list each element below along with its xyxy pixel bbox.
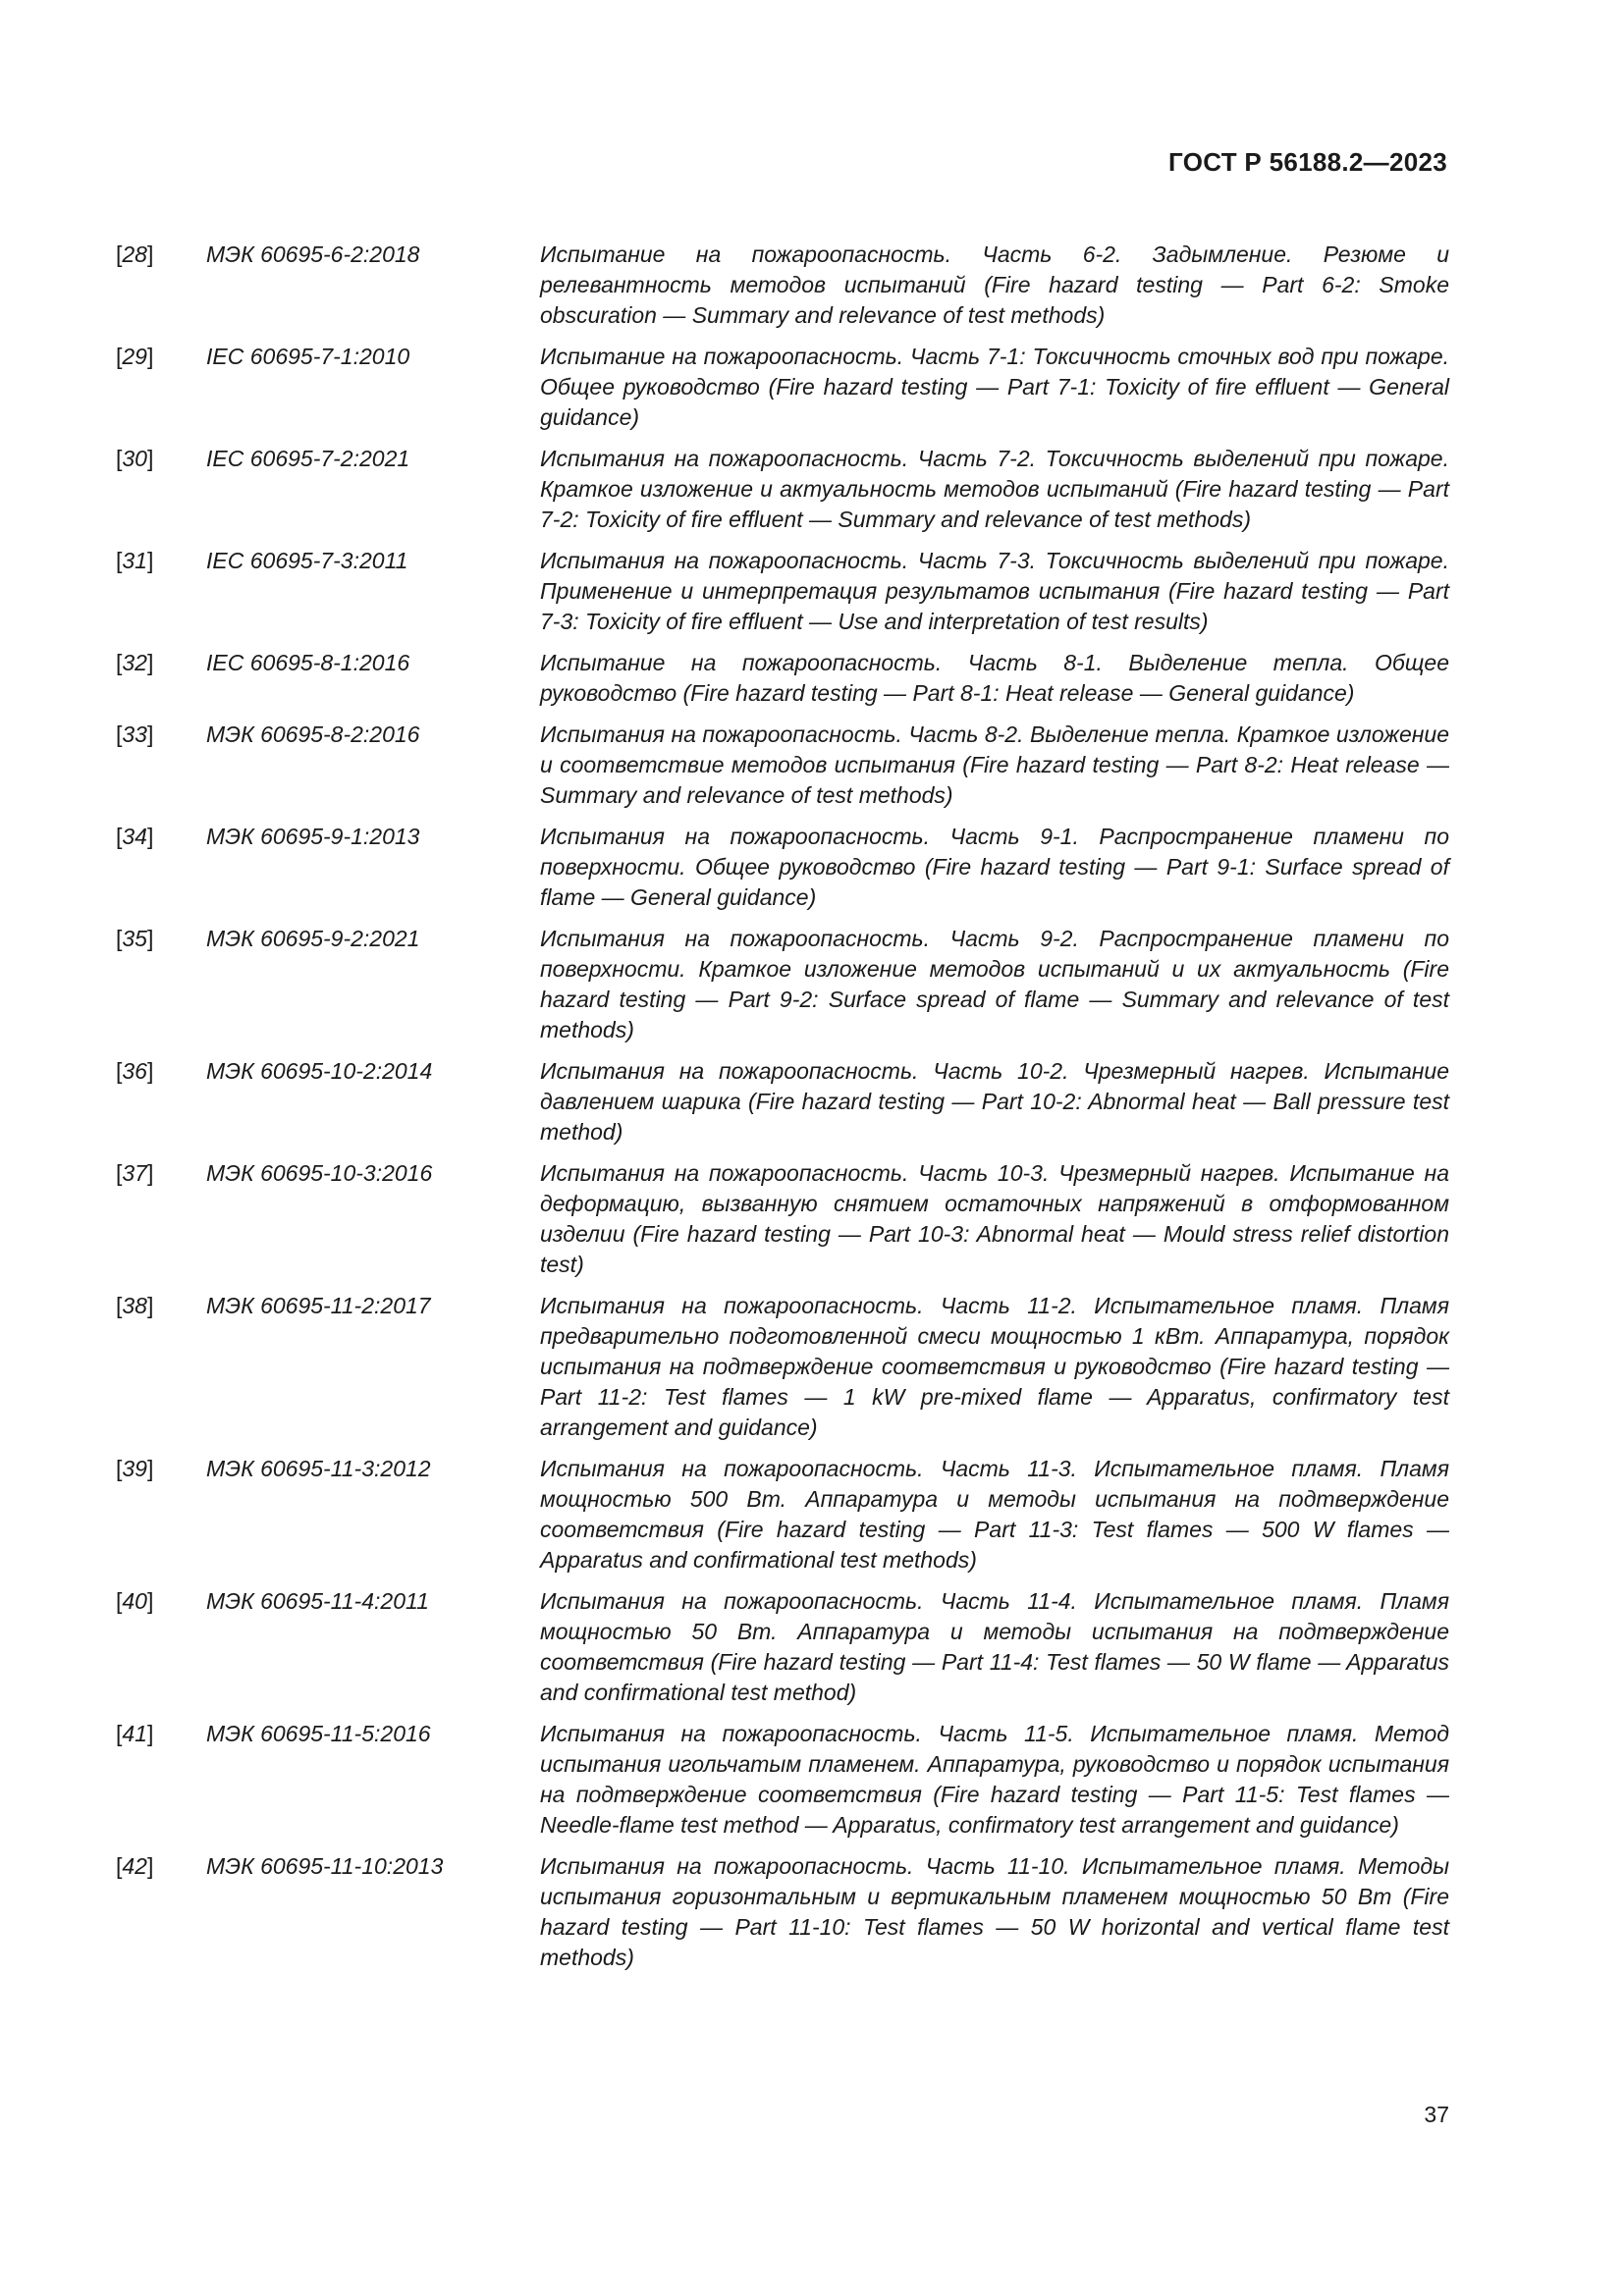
bibliography-entry: [116, 1291, 1449, 1443]
entry-standard-code: МЭК 60695-11-4:2011: [206, 1588, 429, 1614]
entry-number-value: 32: [122, 650, 147, 675]
entry-number-value: 31: [122, 548, 147, 573]
entry-number-value: 29: [122, 344, 147, 369]
entry-title: Испытания на пожароопасность. Часть 7-2. Токсичность выделений при пожаре. Краткое изложение и актуальность методов испытаний (Fire hazard testing — Part 7-2: Toxicity of fire effluent — Summary and relevance of test methods): [540, 446, 1449, 532]
entry-number: [41]: [116, 1721, 154, 1746]
entry-standard-code: IEC 60695-7-2:2021: [206, 446, 410, 471]
entry-number: [32]: [116, 650, 154, 675]
entry-number-value: 33: [122, 721, 147, 747]
entry-number-value: 39: [122, 1456, 147, 1481]
bibliography-entry: [116, 648, 1449, 709]
entry-number: [33]: [116, 721, 154, 747]
bibliography-entry: [116, 342, 1449, 433]
bibliography-entry: [116, 822, 1449, 913]
entry-title: Испытания на пожароопасность. Часть 11-2. Испытательное пламя. Пламя предварительно подготовленной смеси мощностью 1 кВт. Аппаратура, порядок испытания на подтверждение соответствия и руководство (Fire hazard testing — Part 11-2: Test flames — 1 kW pre-mixed flame — Apparatus, confirmatory test arrangement and guidance): [540, 1293, 1449, 1440]
entry-number-value: 28: [122, 241, 147, 267]
bibliography-entry: [116, 240, 1449, 331]
entry-title: Испытания на пожароопасность. Часть 9-1. Распространение пламени по поверхности. Общее руководство (Fire hazard testing — Part 9-1: Surface spread of flame — General guidance): [540, 824, 1449, 910]
bibliography-entry: [116, 1586, 1449, 1708]
entry-number: [34]: [116, 824, 154, 849]
entry-number: [36]: [116, 1058, 154, 1084]
entry-number: [29]: [116, 344, 154, 369]
entry-number: [35]: [116, 926, 154, 951]
bibliography-entry: [116, 444, 1449, 535]
entry-title: Испытание на пожароопасность. Часть 7-1: Токсичность сточных вод при пожаре. Общее руководство (Fire hazard testing — Part 7-1: Toxicity of fire effluent — General guidance): [540, 344, 1449, 430]
entry-number-value: 41: [122, 1721, 147, 1746]
entry-standard-code: МЭК 60695-10-2:2014: [206, 1058, 433, 1084]
entry-title: Испытания на пожароопасность. Часть 11-5. Испытательное пламя. Метод испытания игольчатым пламенем. Аппаратура, руководство и порядок испытания на подтверждение соответствия (Fire hazard testing — Part 11-5: Test flames — Needle-flame test method — Apparatus, confirmatory test arrangement and guidance): [540, 1721, 1449, 1838]
entry-title: Испытания на пожароопасность. Часть 8-2. Выделение тепла. Краткое изложение и соответствие методов испытания (Fire hazard testing — Part 8-2: Heat release — Summary and relevance of test methods): [540, 721, 1449, 808]
entry-title: Испытания на пожароопасность. Часть 7-3. Токсичность выделений при пожаре. Применение и интерпретация результатов испытания (Fire hazard testing — Part 7-3: Toxicity of fire effluent — Use and interpretation of test results): [540, 548, 1449, 634]
entry-number-value: 34: [122, 824, 147, 849]
entry-standard-code: IEC 60695-7-3:2011: [206, 548, 408, 573]
entry-standard-code: МЭК 60695-11-2:2017: [206, 1293, 431, 1318]
entry-standard-code: МЭК 60695-9-1:2013: [206, 824, 420, 849]
bibliography-entry: [116, 924, 1449, 1045]
entry-standard-code: IEC 60695-7-1:2010: [206, 344, 410, 369]
entry-title: Испытание на пожароопасность. Часть 6-2. Задымление. Резюме и релевантность методов испытаний (Fire hazard testing — Part 6-2: Smoke obscuration — Summary and relevance of test methods): [540, 241, 1449, 328]
entry-number: [42]: [116, 1853, 154, 1879]
entry-number-value: 30: [122, 446, 147, 471]
entry-number-value: 36: [122, 1058, 147, 1084]
bibliography-entry: [116, 720, 1449, 811]
entry-standard-code: МЭК 60695-10-3:2016: [206, 1160, 433, 1186]
entry-standard-code: МЭК 60695-9-2:2021: [206, 926, 420, 951]
entry-title: Испытания на пожароопасность. Часть 9-2. Распространение пламени по поверхности. Краткое изложение методов испытаний и их актуальность (Fire hazard testing — Part 9-2: Surface spread of flame — Summary and relevance of test methods): [540, 926, 1449, 1042]
entry-number: [40]: [116, 1588, 154, 1614]
entry-number: [31]: [116, 548, 154, 573]
entry-number-value: 37: [122, 1160, 147, 1186]
entry-title: Испытания на пожароопасность. Часть 11-3. Испытательное пламя. Пламя мощностью 500 Вт. Аппаратура и методы испытания на подтверждение соответствия (Fire hazard testing — Part 11-3: Test flames — 500 W flames — Apparatus and confirmational test methods): [540, 1456, 1449, 1573]
entry-number: [28]: [116, 241, 154, 267]
entry-number-value: 40: [122, 1588, 147, 1614]
entry-title: Испытания на пожароопасность. Часть 11-10. Испытательное пламя. Методы испытания горизонтальным и вертикальным пламенем мощностью 50 Вт (Fire hazard testing — Part 11-10: Test flames — 50 W horizontal and vertical flame test methods): [540, 1853, 1449, 1970]
entry-number: [39]: [116, 1456, 154, 1481]
entry-standard-code: МЭК 60695-11-10:2013: [206, 1853, 444, 1879]
entry-title: Испытания на пожароопасность. Часть 10-2. Чрезмерный нагрев. Испытание давлением шарика (Fire hazard testing — Part 10-2: Abnormal heat — Ball pressure test method): [540, 1058, 1449, 1145]
bibliography-entry: [116, 1851, 1449, 1973]
bibliography-entry: [116, 1056, 1449, 1148]
bibliography-entry: [116, 1158, 1449, 1280]
entry-title: Испытания на пожароопасность. Часть 10-3. Чрезмерный нагрев. Испытание на деформацию, вызванную снятием остаточных напряжений в отформованном изделии (Fire hazard testing — Part 10-3: Abnormal heat — Mould stress relief distortion test): [540, 1160, 1449, 1277]
entry-standard-code: МЭК 60695-11-3:2012: [206, 1456, 431, 1481]
entry-standard-code: МЭК 60695-6-2:2018: [206, 241, 420, 267]
entry-number-value: 35: [122, 926, 147, 951]
entry-standard-code: МЭК 60695-11-5:2016: [206, 1721, 431, 1746]
bibliography-entry: [116, 1454, 1449, 1575]
document-standard-id: ГОСТ Р 56188.2—2023: [1168, 147, 1447, 177]
entry-number: [38]: [116, 1293, 154, 1318]
entry-number-value: 38: [122, 1293, 147, 1318]
entry-standard-code: МЭК 60695-8-2:2016: [206, 721, 420, 747]
entry-number-value: 42: [122, 1853, 147, 1879]
bibliography-list: [116, 240, 1449, 1984]
entry-standard-code: IEC 60695-8-1:2016: [206, 650, 410, 675]
page-number: 37: [1424, 2102, 1449, 2127]
bibliography-entry: [116, 546, 1449, 637]
entry-number: [30]: [116, 446, 154, 471]
entry-title: Испытание на пожароопасность. Часть 8-1. Выделение тепла. Общее руководство (Fire hazard testing — Part 8-1: Heat release — General guidance): [540, 650, 1449, 706]
entry-title: Испытания на пожароопасность. Часть 11-4. Испытательное пламя. Пламя мощностью 50 Вт. Аппаратура и методы испытания на подтверждение соответствия (Fire hazard testing — Part 11-4: Test flames — 50 W flame — Apparatus and confirmational test method): [540, 1588, 1449, 1705]
bibliography-entry: [116, 1719, 1449, 1841]
entry-number: [37]: [116, 1160, 154, 1186]
